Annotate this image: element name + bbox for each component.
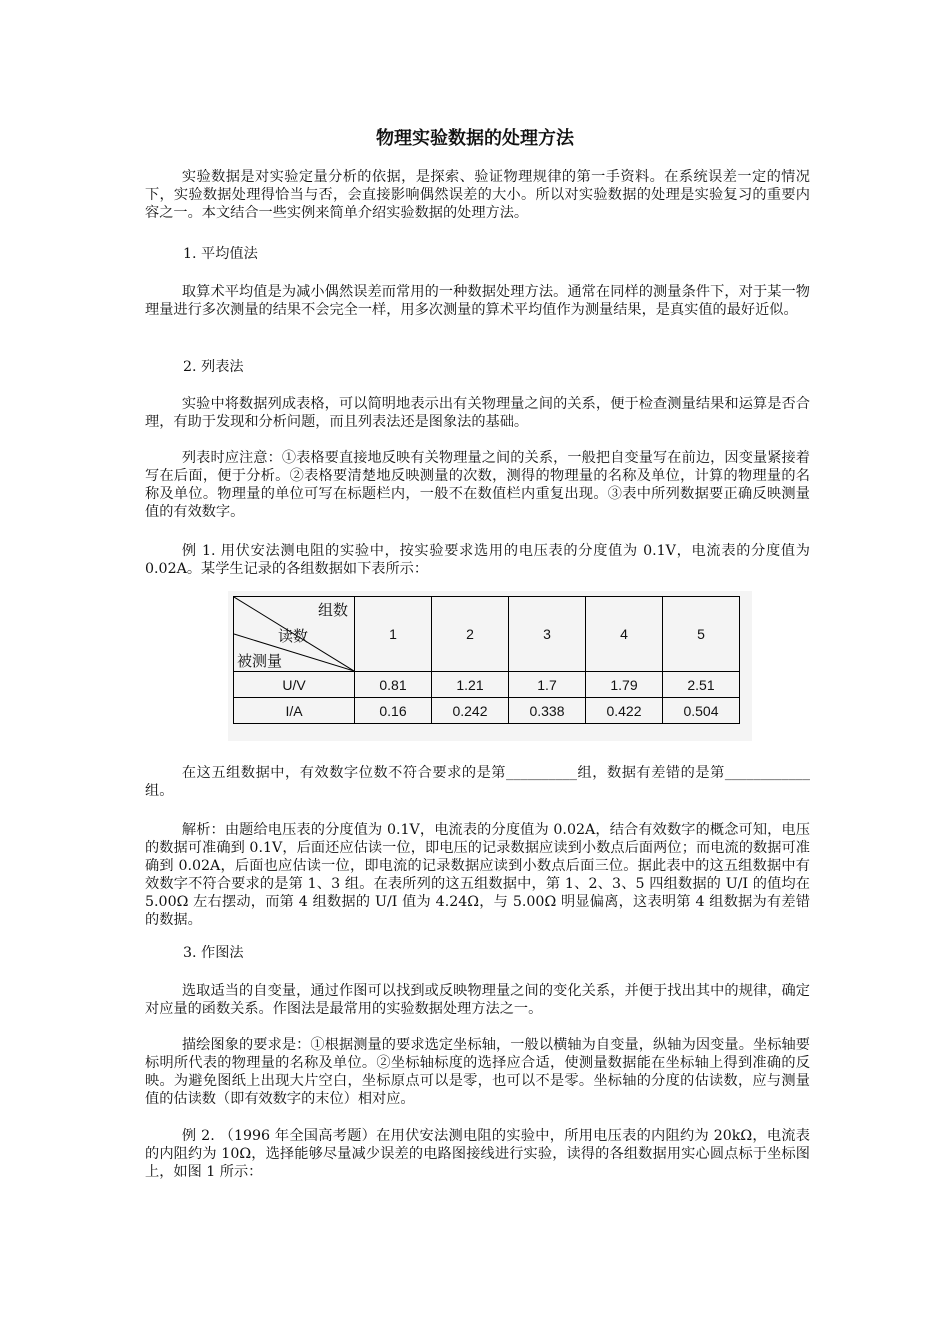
column-header: 2 — [432, 597, 509, 672]
row-label: U/V — [234, 672, 355, 698]
table-cell: 1.21 — [432, 672, 509, 698]
intro-paragraph: 实验数据是对实验定量分析的依据，是探索、验证物理规律的第一手资料。在系统误差一定的情况下，实验数据处理得恰当与否，会直接影响偶然误差的大小。所以对实验数据的处理是实验复习的重要内容之一。本文结合一些实例来简单介绍实验数据的处理方法。 — [145, 169, 810, 221]
average-method-paragraph: 取算术平均值是为减小偶然误差而常用的一种数据处理方法。通常在同样的测量条件下，对于某一物理量进行多次测量的结果不会完全一样，用多次测量的算术平均值作为测量结果，是真实值的最好近似。 — [145, 284, 810, 318]
example2-paragraph: 例 2. （1996 年全国高考题）在用伏安法测电阻的实验中，所用电压表的内阻约为 20kΩ，电流表的内阻约为 10Ω，选择能够尽量减少误差的电路图接线进行实验，读得的各组数据用实心圆点标于坐标图上，如图 1 所示： — [145, 1128, 810, 1180]
column-header: 5 — [663, 597, 740, 672]
table-cell: 1.79 — [586, 672, 663, 698]
table-corner-cell — [234, 597, 355, 672]
table-cell: 0.422 — [586, 698, 663, 724]
column-header: 3 — [509, 597, 586, 672]
corner-label-quantity: 被测量 — [237, 653, 283, 670]
row-label: I/A — [234, 698, 355, 724]
table-row — [234, 698, 740, 724]
graph-method-paragraph: 选取适当的自变量，通过作图可以找到或反映物理量之间的变化关系，并便于找出其中的规律，确定对应量的函数关系。作图法是最常用的实验数据处理方法之一。 — [145, 983, 810, 1017]
page-title: 物理实验数据的处理方法 — [376, 128, 574, 149]
corner-label-group: 组数 — [318, 602, 349, 619]
table-cell: 0.81 — [355, 672, 432, 698]
table-cell: 2.51 — [663, 672, 740, 698]
table-cell: 0.338 — [509, 698, 586, 724]
section-heading-average: 1. 平均值法 — [183, 246, 258, 262]
table-method-paragraph: 实验中将数据列成表格，可以简明地表示出有关物理量之间的关系，便于检查测量结果和运算是否合理，有助于发现和分析问题，而且列表法还是图象法的基础。 — [145, 396, 810, 430]
analysis-paragraph: 解析：由题给电压表的分度值为 0.1V，电流表的分度值为 0.02A，结合有效数字的概念可知，电压的数据可准确到 0.1V，后面还应估读一位，即电压的记录数据应读到小数点后面两位；而电流的数据可准确到 0.02A，后面也应估读一位，即电流的记录数据应读到小数点后面三位。据此表中的这五组数据中有效数字不符合要求的是第 1、3 组。在表所列的这五组数据中，第 1、2、3、5 四组数据的 U/I 的值均在 5.00Ω 左右摆动，而第 4 组数据的 U/I 值为 4.24Ω，与 5.00Ω 明显偏离，这表明第 4 组数据为有差错的数据。 — [145, 822, 810, 928]
section-heading-graph: 3. 作图法 — [183, 945, 244, 961]
question-paragraph: 在这五组数据中，有效数字位数不符合要求的是第__________组，数据有差错的是第____________组。 — [145, 765, 810, 799]
measurement-table — [233, 596, 740, 724]
table-cell: 0.504 — [663, 698, 740, 724]
table-cell: 0.242 — [432, 698, 509, 724]
table-notes-paragraph: 列表时应注意：①表格要直接地反映有关物理量之间的关系，一般把自变量写在前边，因变量紧接着写在后面，便于分析。②表格要清楚地反映测量的次数，测得的物理量的名称及单位，计算的物理量的名称及单位。物理量的单位可写在标题栏内，一般不在数值栏内重复出现。③表中所列数据要正确反映测量值的有效数字。 — [145, 450, 810, 520]
corner-label-reading: 读数 — [278, 628, 309, 645]
table-cell: 0.16 — [355, 698, 432, 724]
column-header: 4 — [586, 597, 663, 672]
graph-requirements-paragraph: 描绘图象的要求是：①根据测量的要求选定坐标轴，一般以横轴为自变量，纵轴为因变量。坐标轴要标明所代表的物理量的名称及单位。②坐标轴标度的选择应合适，使测量数据能在坐标轴上得到准确的反映。为避免图纸上出现大片空白，坐标原点可以是零，也可以不是零。坐标轴的分度的估读数，应与测量值的估读数（即有效数字的末位）相对应。 — [145, 1037, 810, 1107]
table-cell: 1.7 — [509, 672, 586, 698]
example1-paragraph: 例 1. 用伏安法测电阻的实验中，按实验要求选用的电压表的分度值为 0.1V，电流表的分度值为 0.02A。某学生记录的各组数据如下表所示： — [145, 543, 810, 577]
column-header: 1 — [355, 597, 432, 672]
section-heading-table: 2. 列表法 — [183, 359, 244, 375]
table-row — [234, 672, 740, 698]
